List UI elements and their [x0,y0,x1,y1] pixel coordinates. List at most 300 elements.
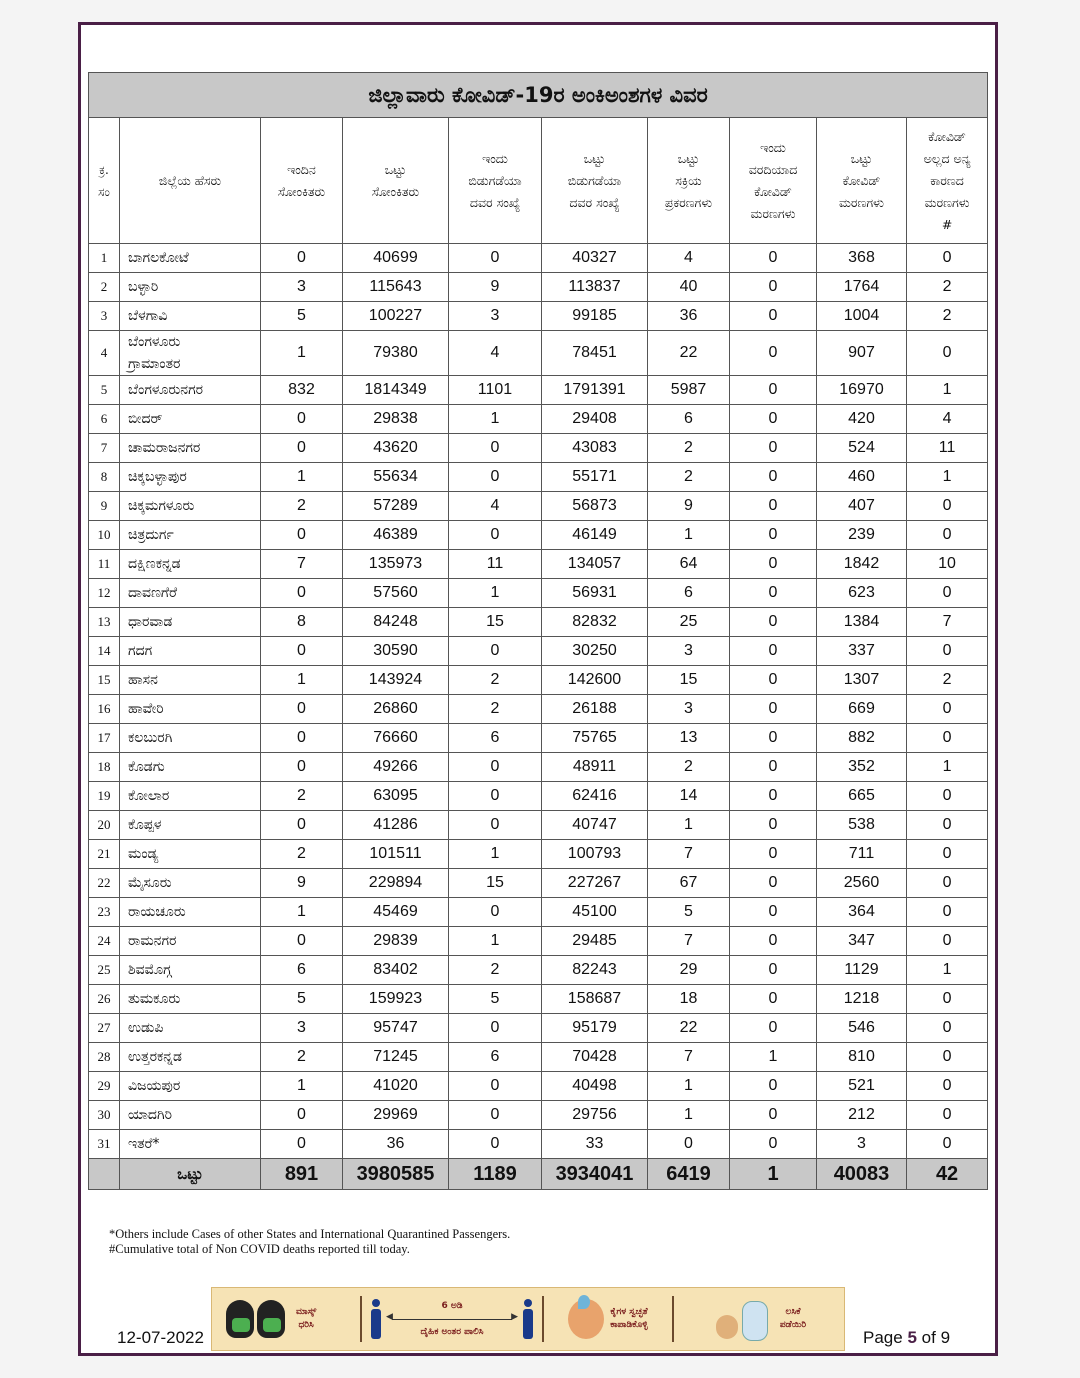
table-row [89,331,988,376]
table-cell: 30250 [542,637,648,666]
table-cell: 36 [343,1130,449,1159]
table-cell: 5 [261,302,343,331]
table-cell: 142600 [542,666,648,695]
header-line: ಇಂದಿನ [287,161,316,177]
table-cell: 0 [261,434,343,463]
table-cell: 882 [817,724,907,753]
header-non-covid-deaths [907,118,988,244]
table-cell: 0 [730,898,817,927]
serial-number: 4 [89,331,120,376]
table-cell: 0 [907,492,988,521]
table-cell: 0 [730,724,817,753]
table-row [89,521,988,550]
table-cell: 40 [648,273,730,302]
table-cell: 43620 [343,434,449,463]
district-name: ಉಡುಪಿ [120,1014,261,1043]
table-cell: 2 [261,1043,343,1072]
table-cell: 0 [261,695,343,724]
total-value: 6419 [648,1159,730,1190]
table-row [89,376,988,405]
table-cell: 4 [907,405,988,434]
table-cell: 0 [907,1072,988,1101]
table-cell: 0 [730,550,817,579]
total-value: 3980585 [343,1159,449,1190]
header-today-positive [261,118,343,244]
table-row [89,579,988,608]
table-cell: 546 [817,1014,907,1043]
table-cell: 1 [907,463,988,492]
serial-number: 23 [89,898,120,927]
district-name: ಕಲಬುರಗಿ [120,724,261,753]
table-cell: 0 [449,1072,542,1101]
header-line: ಮರಣಗಳು [924,194,970,210]
mask-text [296,1306,316,1332]
total-value: 1189 [449,1159,542,1190]
table-row [89,1130,988,1159]
total-row [89,1159,988,1190]
table-cell: 0 [730,1101,817,1130]
table-cell: 13 [648,724,730,753]
serial-number: 16 [89,695,120,724]
serial-number: 13 [89,608,120,637]
header-line: ಕೋವಿಡ್ [754,183,792,199]
table-cell: 832 [261,376,343,405]
table-cell: 0 [907,811,988,840]
covid-guidelines-banner [211,1287,845,1351]
table-row [89,782,988,811]
table-cell: 1764 [817,273,907,302]
district-name: ಬೆಂಗಳೂರುನಗರ [120,376,261,405]
table-cell: 6 [648,579,730,608]
table-cell: 0 [730,753,817,782]
person-icon [370,1299,382,1339]
table-cell: 0 [730,782,817,811]
table-cell: 62416 [542,782,648,811]
table-cell: 0 [730,244,817,273]
table-cell: 40327 [542,244,648,273]
table-row [89,869,988,898]
table-cell: 8 [261,608,343,637]
table-cell: 0 [730,869,817,898]
district-name: ಗದಗ [120,637,261,666]
serial-number: 2 [89,273,120,302]
header-line: ವರದಿಯಾದ [748,161,798,177]
table-cell: 0 [730,302,817,331]
table-cell: 1842 [817,550,907,579]
header-line: ಒಟ್ಟು [850,150,873,166]
serial-number: 10 [89,521,120,550]
table-cell: 15 [449,869,542,898]
table-cell: 2 [449,956,542,985]
serial-number: 15 [89,666,120,695]
table-cell: 56931 [542,579,648,608]
table-cell: 1 [261,331,343,376]
table-cell: 0 [730,579,817,608]
serial-number: 17 [89,724,120,753]
table-cell: 0 [730,521,817,550]
table-cell: 4 [648,244,730,273]
table-cell: 0 [907,1043,988,1072]
table-cell: 669 [817,695,907,724]
table-cell: 40747 [542,811,648,840]
table-cell: 22 [648,331,730,376]
table-cell: 6 [449,1043,542,1072]
header-line: ಒಟ್ಟು [583,150,606,166]
header-line: ಸೋಂಕಿತರು [371,183,420,199]
table-cell: 2 [261,840,343,869]
report-page [78,22,998,1356]
table-cell: 45469 [343,898,449,927]
table-cell: 1 [648,521,730,550]
district-name: ರಾಮನಗರ [120,927,261,956]
table-cell: 6 [449,724,542,753]
table-row [89,1101,988,1130]
table-cell: 79380 [343,331,449,376]
table-cell: 3 [817,1130,907,1159]
table-cell: 29839 [343,927,449,956]
table-cell: 0 [261,637,343,666]
table-cell: 9 [261,869,343,898]
district-name: ಚಾಮರಾಜನಗರ [120,434,261,463]
table-cell: 7 [648,927,730,956]
masked-face-icon [226,1300,254,1338]
table-cell: 623 [817,579,907,608]
table-cell: 16970 [817,376,907,405]
table-cell: 1218 [817,985,907,1014]
table-cell: 2 [907,666,988,695]
table-cell: 56873 [542,492,648,521]
header-line: ಅಲ್ಲದ ಅನ್ಯ [923,150,971,166]
district-name: ಕೋಲಾರ [120,782,261,811]
header-line: ಒಟ್ಟು [384,161,407,177]
table-cell: 70428 [542,1043,648,1072]
district-name: ವಿಜಯಪುರ [120,1072,261,1101]
table-cell: 82243 [542,956,648,985]
table-row [89,956,988,985]
table-row [89,637,988,666]
table-cell: 15 [449,608,542,637]
table-cell: 0 [730,463,817,492]
table-cell: 55171 [542,463,648,492]
header-line: ಕಾರಣದ [930,172,964,188]
table-cell: 1101 [449,376,542,405]
header-sno [89,118,120,244]
table-cell: 26860 [343,695,449,724]
table-cell: 3 [261,1014,343,1043]
table-cell: 239 [817,521,907,550]
table-cell: 3 [261,273,343,302]
table-cell: 907 [817,331,907,376]
table-cell: 1 [261,1072,343,1101]
table-cell: 63095 [343,782,449,811]
table-cell: 75765 [542,724,648,753]
table-cell: 0 [907,869,988,898]
distance-text: ದೈಹಿಕ ಅಂತರ ಪಾಲಿಸಿ [420,1326,484,1337]
serial-number: 29 [89,1072,120,1101]
table-cell: 364 [817,898,907,927]
table-cell: 113837 [542,273,648,302]
table-cell: 420 [817,405,907,434]
serial-number: 18 [89,753,120,782]
table-cell: 5987 [648,376,730,405]
serial-number: 11 [89,550,120,579]
table-cell: 0 [730,985,817,1014]
mask-segment [212,1288,360,1350]
table-cell: 99185 [542,302,648,331]
table-cell: 0 [907,840,988,869]
table-cell: 1 [648,811,730,840]
table-cell: 0 [261,244,343,273]
serial-number: 3 [89,302,120,331]
table-cell: 1814349 [343,376,449,405]
table-cell: 1 [449,405,542,434]
table-cell: 3 [648,695,730,724]
table-cell: 1 [261,898,343,927]
table-cell: 2 [449,666,542,695]
table-cell: 100793 [542,840,648,869]
table-row [89,724,988,753]
header-line: ಸಕ್ರಿಯ [675,172,702,188]
header-line: ಪ್ರಕರಣಗಳು [664,194,713,210]
table-cell: 6 [261,956,343,985]
table-cell: 26188 [542,695,648,724]
header-total-active [648,118,730,244]
table-cell: 1 [449,840,542,869]
table-cell: 29 [648,956,730,985]
serial-number: 20 [89,811,120,840]
table-cell: 1 [648,1101,730,1130]
serial-number: 25 [89,956,120,985]
table-cell: 227267 [542,869,648,898]
table-row [89,666,988,695]
table-row [89,1072,988,1101]
serial-number: 27 [89,1014,120,1043]
table-cell: 368 [817,244,907,273]
footnotes [109,1227,510,1257]
table-cell: 4 [449,492,542,521]
table-cell: 1 [907,956,988,985]
table-cell: 0 [907,898,988,927]
table-row [89,985,988,1014]
table-cell: 0 [449,637,542,666]
table-cell: 40498 [542,1072,648,1101]
header-line: ಮರಣಗಳು [839,194,884,210]
header-today-discharged [449,118,542,244]
table-cell: 0 [449,898,542,927]
total-value: 891 [261,1159,343,1190]
table-cell: 46149 [542,521,648,550]
table-cell: 67 [648,869,730,898]
table-cell: 0 [730,273,817,302]
serial-number: 9 [89,492,120,521]
mask-line-2: ಧರಿಸಿ [298,1320,314,1330]
table-cell: 7 [907,608,988,637]
table-cell: 36 [648,302,730,331]
header-line: ದವರ ಸಂಖ್ಯೆ [469,194,521,210]
table-row [89,273,988,302]
table-cell: 45100 [542,898,648,927]
table-cell: 1 [907,376,988,405]
table-cell: 2 [907,302,988,331]
vaccine-line-2: ಪಡೆಯಿರಿ [779,1320,807,1330]
table-cell: 521 [817,1072,907,1101]
table-cell: 1 [730,1043,817,1072]
table-cell: 1384 [817,608,907,637]
table-cell: 810 [817,1043,907,1072]
header-total-deaths [817,118,907,244]
header-district [120,118,261,244]
table-cell: 25 [648,608,730,637]
table-row [89,811,988,840]
table-row [89,302,988,331]
table-cell: 0 [730,434,817,463]
table-cell: 0 [730,1072,817,1101]
table-cell: 347 [817,927,907,956]
table-cell: 2 [648,753,730,782]
district-name: ಬೆಳಗಾವಿ [120,302,261,331]
district-name: ಹಾಸನ [120,666,261,695]
table-cell: 0 [730,608,817,637]
table-cell: 1307 [817,666,907,695]
serial-number: 6 [89,405,120,434]
district-name: ಧಾರವಾಡ [120,608,261,637]
table-cell: 229894 [343,869,449,898]
hygiene-text [610,1306,647,1332]
table-cell: 0 [648,1130,730,1159]
table-cell: 0 [730,840,817,869]
table-cell: 0 [730,492,817,521]
table-cell: 0 [730,927,817,956]
district-name: ಯಾದಗಿರಿ [120,1101,261,1130]
district-name: ಇತರೆ* [120,1130,261,1159]
header-row [89,118,988,244]
table-cell: 538 [817,811,907,840]
district-covid-table [88,72,988,1190]
table-row [89,608,988,637]
table-cell: 15 [648,666,730,695]
table-cell: 460 [817,463,907,492]
table-cell: 0 [449,521,542,550]
table-cell: 0 [449,782,542,811]
table-cell: 83402 [343,956,449,985]
table-cell: 0 [907,927,988,956]
table-cell: 76660 [343,724,449,753]
table-cell: 1 [648,1072,730,1101]
table-cell: 159923 [343,985,449,1014]
header-line: ಮರಣಗಳು [750,205,796,221]
header-line: ಕ್ರ. [99,162,109,177]
hand-wash-icon [568,1299,604,1339]
table-cell: 95747 [343,1014,449,1043]
header-line: ಸಂ [98,184,110,199]
hygiene-line-1: ಕೈಗಳ ಸ್ವಚ್ಛತೆ [610,1307,648,1317]
district-name: ಶಿವಮೊಗ್ಗ [120,956,261,985]
page-prefix: Page [863,1328,903,1347]
person-icon [522,1299,534,1339]
table-cell: 5 [648,898,730,927]
total-value: 42 [907,1159,988,1190]
serial-number: 12 [89,579,120,608]
header-today-deaths [730,118,817,244]
footnote-non-covid: #Cumulative total of Non COVID deaths reported till today. [109,1242,410,1256]
header-total-discharged [542,118,648,244]
table-cell: 0 [907,521,988,550]
total-label: ಒಟ್ಟು [120,1159,261,1190]
table-cell: 2 [648,434,730,463]
table-row [89,840,988,869]
table-cell: 0 [449,1101,542,1130]
table-cell: 57560 [343,579,449,608]
table-cell: 1 [907,753,988,782]
table-cell: 49266 [343,753,449,782]
total-value: 3934041 [542,1159,648,1190]
table-cell: 29485 [542,927,648,956]
district-name: ಬೀದರ್ [120,405,261,434]
serial-number: 22 [89,869,120,898]
table-cell: 78451 [542,331,648,376]
table-cell: 22 [648,1014,730,1043]
table-cell: 9 [648,492,730,521]
table-cell: 0 [449,1130,542,1159]
table-cell: 41020 [343,1072,449,1101]
table-cell: 0 [261,927,343,956]
table-cell: 0 [261,1130,343,1159]
page-of: of [921,1328,936,1347]
table-cell: 0 [261,405,343,434]
table-cell: 0 [730,637,817,666]
table-cell: 95179 [542,1014,648,1043]
table-cell: 55634 [343,463,449,492]
total-blank [89,1159,120,1190]
table-cell: 5 [261,985,343,1014]
table-cell: 7 [648,840,730,869]
district-name: ಕೊಪ್ಪಳ [120,811,261,840]
table-row [89,405,988,434]
table-cell: 0 [907,637,988,666]
table-row [89,463,988,492]
table-cell: 9 [449,273,542,302]
table-cell: 0 [730,695,817,724]
table-cell: 0 [730,666,817,695]
table-cell: 0 [449,753,542,782]
district-name: ಬಳ್ಳಾರಿ [120,273,261,302]
table-cell: 143924 [343,666,449,695]
table-cell: 1 [449,927,542,956]
serial-number: 31 [89,1130,120,1159]
table-cell: 43083 [542,434,648,463]
table-cell: 7 [648,1043,730,1072]
district-name: ಹಾವೇರಿ [120,695,261,724]
header-line: ಜಿಲ್ಲೆಯ ಹೆಸರು [158,172,222,188]
header-line: ಸೋಂಕಿತರು [277,183,326,199]
table-cell: 82832 [542,608,648,637]
total-value: 40083 [817,1159,907,1190]
table-row [89,1014,988,1043]
hygiene-segment [544,1288,672,1350]
header-line: ಒಟ್ಟು [677,150,700,166]
table-cell: 0 [261,521,343,550]
vaccine-segment [674,1288,844,1350]
table-cell: 212 [817,1101,907,1130]
table-cell: 2 [907,273,988,302]
table-cell: 0 [907,579,988,608]
header-line: ಕೋವಿಡ್ [842,172,881,188]
table-body [89,244,988,1159]
serial-number: 21 [89,840,120,869]
table-row [89,695,988,724]
table-cell: 33 [542,1130,648,1159]
vaccine-line-1: ಲಸಿಕೆ [785,1307,801,1317]
